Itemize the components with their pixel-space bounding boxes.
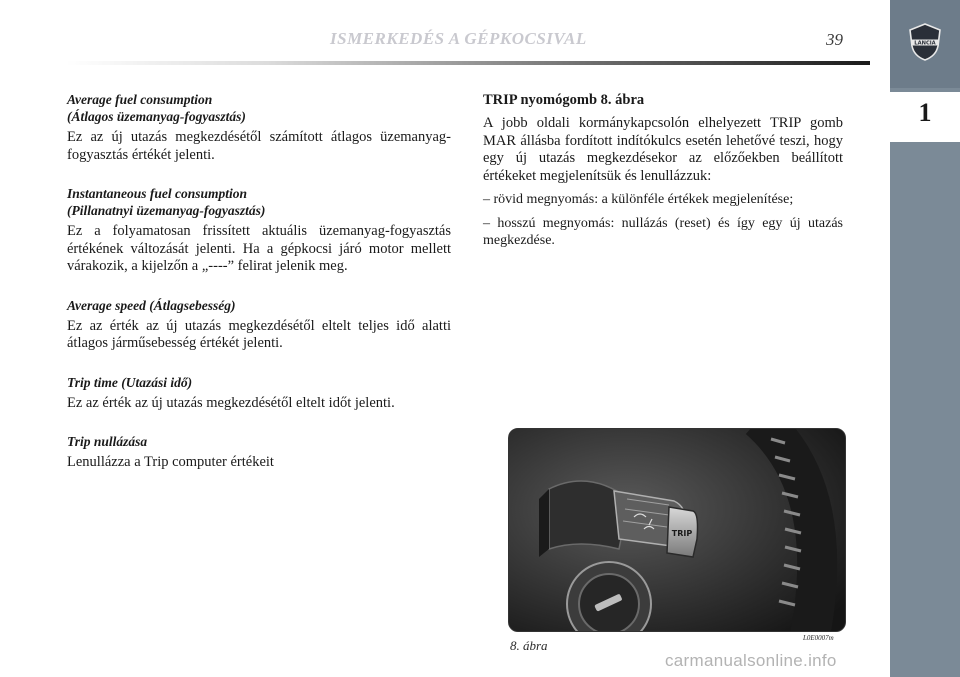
- trip-button-heading: TRIP nyomógomb 8. ábra: [483, 92, 645, 108]
- left-column: [67, 91, 451, 472]
- figure-caption: 8. ábra: [510, 638, 548, 653]
- section-title: Average speed (Átlagsebesség): [67, 297, 236, 313]
- section-body: Ez a folyamatosan frissített aktuális üzemanyag-fogyasztás értékének változását jelenti. Ha a gépkocsi járó motor mellett várakozik, a kijelzőn a „----” felirat jelenik meg.: [67, 223, 451, 274]
- section-body: Ez az új utazás megkezdésétől számított átlagos üzemanyag-fogyasztás értékét jelenti.: [67, 129, 451, 163]
- chapter-side-tab: [890, 0, 960, 677]
- section-average-fuel: [67, 91, 451, 164]
- section-trip-reset: [67, 433, 451, 472]
- section-body: Lenullázza a Trip computer értékeit: [67, 454, 274, 470]
- running-header-title: ISMERKEDÉS A GÉPKOCSIVAL: [330, 29, 587, 48]
- logo-lettering: LANCIA: [914, 40, 936, 47]
- section-subtitle: (Átlagos üzemanyag-fogyasztás): [67, 109, 246, 124]
- bullet-short-press: – rövid megnyomás: a különféle értékek megjelenítése;: [483, 192, 794, 207]
- page-number: 39: [826, 30, 843, 49]
- chapter-number: 1: [918, 98, 932, 127]
- logo-box: [890, 0, 960, 88]
- watermark: carmanualsonline.info: [665, 651, 837, 670]
- section-body: Ez az érték az új utazás megkezdésétől eltelt időt jelenti.: [67, 394, 395, 411]
- trip-button: [667, 507, 698, 557]
- steering-stalk-illustration: [509, 429, 845, 631]
- section-trip-time: [67, 374, 451, 413]
- section-subtitle: (Pillanatnyi üzemanyag-fogyasztás): [67, 203, 266, 218]
- trip-button-figure: [508, 428, 846, 632]
- trip-button-label: TRIP: [671, 529, 693, 538]
- section-title: Average fuel consumption: [67, 92, 213, 107]
- section-title: Instantaneous fuel consumption: [67, 186, 248, 201]
- section-instant-fuel: [67, 185, 451, 276]
- section-title: Trip time (Utazási idő): [67, 374, 193, 390]
- section-title: Trip nullázása: [67, 434, 148, 449]
- section-body: Ez az érték az új utazás megkezdésétől eltelt teljes idő alatti átlagos járműsebesség értékét jelenti.: [67, 317, 451, 351]
- trip-button-description: A jobb oldali kormánykapcsolón elhelyezett TRIP gomb MAR állásba fordított indítókulcs esetén lehetővé teszi, hogy egy új utazás megkezdésekor az előzőekben beállított értékeket megjelenítsük és lenullázzuk:: [483, 115, 843, 184]
- bullet-long-press: – hosszú megnyomás: nullázás (reset) és így egy új utazás megkezdése.: [483, 215, 843, 248]
- figure-code: L0E0007m: [803, 634, 834, 642]
- section-average-speed: [67, 297, 451, 353]
- lancia-logo-icon: [907, 22, 943, 62]
- right-column: [483, 91, 843, 250]
- header-rule: [66, 61, 870, 65]
